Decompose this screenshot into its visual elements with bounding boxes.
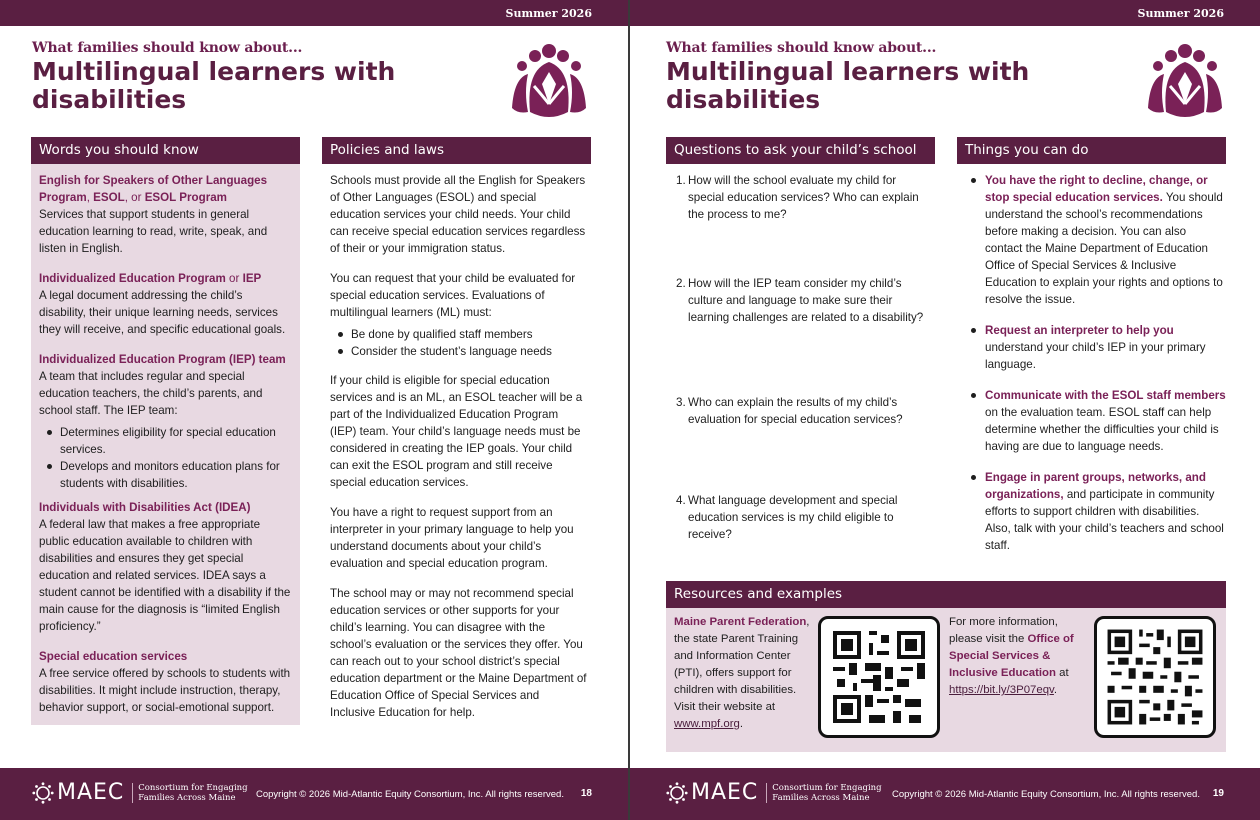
- list-item: Determines eligibility for special education services.: [39, 424, 292, 458]
- qr-code-icon: [1097, 619, 1213, 735]
- family-group-icon: [1144, 42, 1226, 122]
- list-item: Communicate with the ESOL staff members on the evaluation team. ESOL staff can help determine whether the difficulties your child is having are due to language needs.: [957, 387, 1226, 455]
- evaluation-list: [330, 326, 587, 360]
- list-item: You have the right to decline, change, or stop special education services. You should understand the school’s recommendations before making a decision. You can also contact the Maine Department of Education Office of Special Services & Inclusive Education to explain your rights and options to resolve the issue.: [957, 172, 1226, 308]
- resource-office: For more information, please visit the Office of Special Services & Inclusive Education at https://bit.ly/3P07eqv.: [949, 616, 1074, 696]
- iep-team-term: Individualized Education Program (IEP) team: [39, 353, 286, 366]
- page-19: [630, 0, 1260, 820]
- question-item: 2. How will the IEP team consider my child’s culture and language to make sure their learning challenges are related to a disability?: [676, 277, 924, 324]
- list-item: Develops and monitors education plans for students with disabilities.: [39, 458, 292, 492]
- resources-heading: Resources and examples: [666, 581, 1226, 608]
- copyright: Copyright © 2026 Mid-Atlantic Equity Consortium, Inc. All rights reserved.: [892, 789, 1200, 800]
- policies-section: [322, 137, 591, 721]
- page-number: 18: [580, 788, 592, 799]
- things-list: [957, 164, 1226, 554]
- list-item: Consider the student’s language needs: [330, 343, 587, 360]
- questions-list: [666, 164, 935, 543]
- list-item: Request an interpreter to help you understand your child’s IEP in your primary language.: [957, 322, 1226, 373]
- page-number: 19: [1212, 788, 1224, 799]
- page-title: Multilingual learners with disabilities: [666, 57, 1030, 114]
- footer: [630, 768, 1260, 820]
- maec-logo: [32, 780, 248, 805]
- issue-season: Summer 2026: [1137, 7, 1224, 20]
- maec-wordmark: MAEC: [691, 780, 759, 805]
- things-section: [957, 137, 1226, 568]
- policies-paragraph: If your child is eligible for special education services and is an ML, an ESOL teacher will be a part of the Individualized Education Program (IEP) team. Your child’s language needs must be considered in creating the IEP goals. Your child can exit the ESOL program and still receive special education services.: [330, 374, 583, 489]
- page-title: Multilingual learners with disabilities: [32, 57, 396, 114]
- maec-logo: [666, 780, 882, 805]
- copyright: Copyright © 2026 Mid-Atlantic Equity Consortium, Inc. All rights reserved.: [256, 789, 564, 800]
- words-heading: Words you should know: [31, 137, 300, 164]
- iep-definition: A legal document addressing the child’s disability, their unique learning needs, services they will receive, and specific educational goals.: [39, 289, 286, 336]
- idea-definition: A federal law that makes a free appropriate public education available to children with disabilities and ensures they get special education and related services. IDEA says a student cannot be identified with a disability if the main cause for the diagnosis is “limited English proficiency.”: [39, 518, 291, 633]
- esol-definition: Services that support students in general education learning to read, write, speak, and listen in English.: [39, 208, 268, 255]
- maec-tagline: Consortium for Engaging Families Across Maine: [132, 783, 247, 803]
- maec-tagline: Consortium for Engaging Families Across Maine: [766, 783, 881, 803]
- question-item: 4. What language development and special education services is my child eligible to receive?: [676, 494, 898, 541]
- policies-heading: Policies and laws: [322, 137, 591, 164]
- mpf-link[interactable]: www.mpf.org: [674, 718, 740, 730]
- iep-term: Individualized Education Program or IEP: [39, 272, 262, 285]
- maec-wordmark: MAEC: [57, 780, 125, 805]
- policies-paragraph: The school may or may not recommend special education services or other supports for your child’s learning. You can disagree with the school’s evaluation or the services they offer. You can reach out to your school district’s special education department or the Maine Department of Education Office of Special Services and Inclusive Education for help.: [330, 587, 587, 719]
- question-item: 1. How will the school evaluate my child for special education services? Who can explain the process to me?: [676, 174, 919, 221]
- question-item: 3. Who can explain the results of my child’s evaluation for special education services?: [676, 396, 903, 426]
- sped-term: Special education services: [39, 650, 188, 663]
- questions-section: [666, 137, 935, 543]
- family-group-icon: [508, 42, 590, 122]
- top-bar: [0, 0, 628, 26]
- kicker: What families should know about...: [32, 40, 303, 56]
- qr-code-office[interactable]: [1094, 616, 1216, 738]
- footer: [0, 768, 628, 820]
- qr-code-icon: [821, 619, 937, 735]
- list-item: Be done by qualified staff members: [330, 326, 587, 343]
- page-18: [0, 0, 628, 820]
- sun-ring-icon: [666, 782, 688, 804]
- resources-panel: [666, 608, 1226, 752]
- words-panel: [31, 164, 300, 725]
- esol-term: English for Speakers of Other Languages Program, ESOL, or ESOL Program: [39, 174, 268, 204]
- top-bar: [630, 0, 1260, 26]
- things-heading: Things you can do: [957, 137, 1226, 164]
- sun-ring-icon: [32, 782, 54, 804]
- qr-code-mpf[interactable]: [818, 616, 940, 738]
- policies-paragraph: You have a right to request support from an interpreter in your primary language to help you understand documents about your child’s evaluation and special education program.: [330, 506, 574, 570]
- iep-team-definition: A team that includes regular and special education teachers, the child’s parents, and school staff. The IEP team:: [39, 370, 263, 417]
- office-link[interactable]: https://bit.ly/3P07eqv: [949, 684, 1054, 696]
- questions-heading: Questions to ask your child’s school: [666, 137, 935, 164]
- iep-team-list: [39, 424, 292, 492]
- policies-paragraph: You can request that your child be evaluated for special education services. Evaluations of multilingual learners (ML) must:: [330, 272, 576, 319]
- policies-body: [322, 164, 591, 721]
- resource-mpf: Maine Parent Federation, the state Parent Training and Information Center (PTI), offers support for children with disabilities. Visit their website at www.mpf.org.: [674, 616, 810, 730]
- list-item: Engage in parent groups, networks, and organizations, and participate in community efforts to support children with disabilities. Also, talk with your child’s teachers and school staff.: [957, 469, 1226, 554]
- resources-section: [666, 581, 1226, 752]
- kicker: What families should know about...: [666, 40, 937, 56]
- words-section: [31, 137, 300, 725]
- sped-definition: A free service offered by schools to students with disabilities. It might include instruction, therapy, behavior support, or social-emotional support.: [39, 667, 291, 714]
- issue-season: Summer 2026: [505, 7, 592, 20]
- policies-paragraph: Schools must provide all the English for Speakers of Other Languages (ESOL) and special education services your child needs. Your child can receive special education services regardless of their or your immigration status.: [330, 174, 586, 255]
- idea-term: Individuals with Disabilities Act (IDEA): [39, 501, 251, 514]
